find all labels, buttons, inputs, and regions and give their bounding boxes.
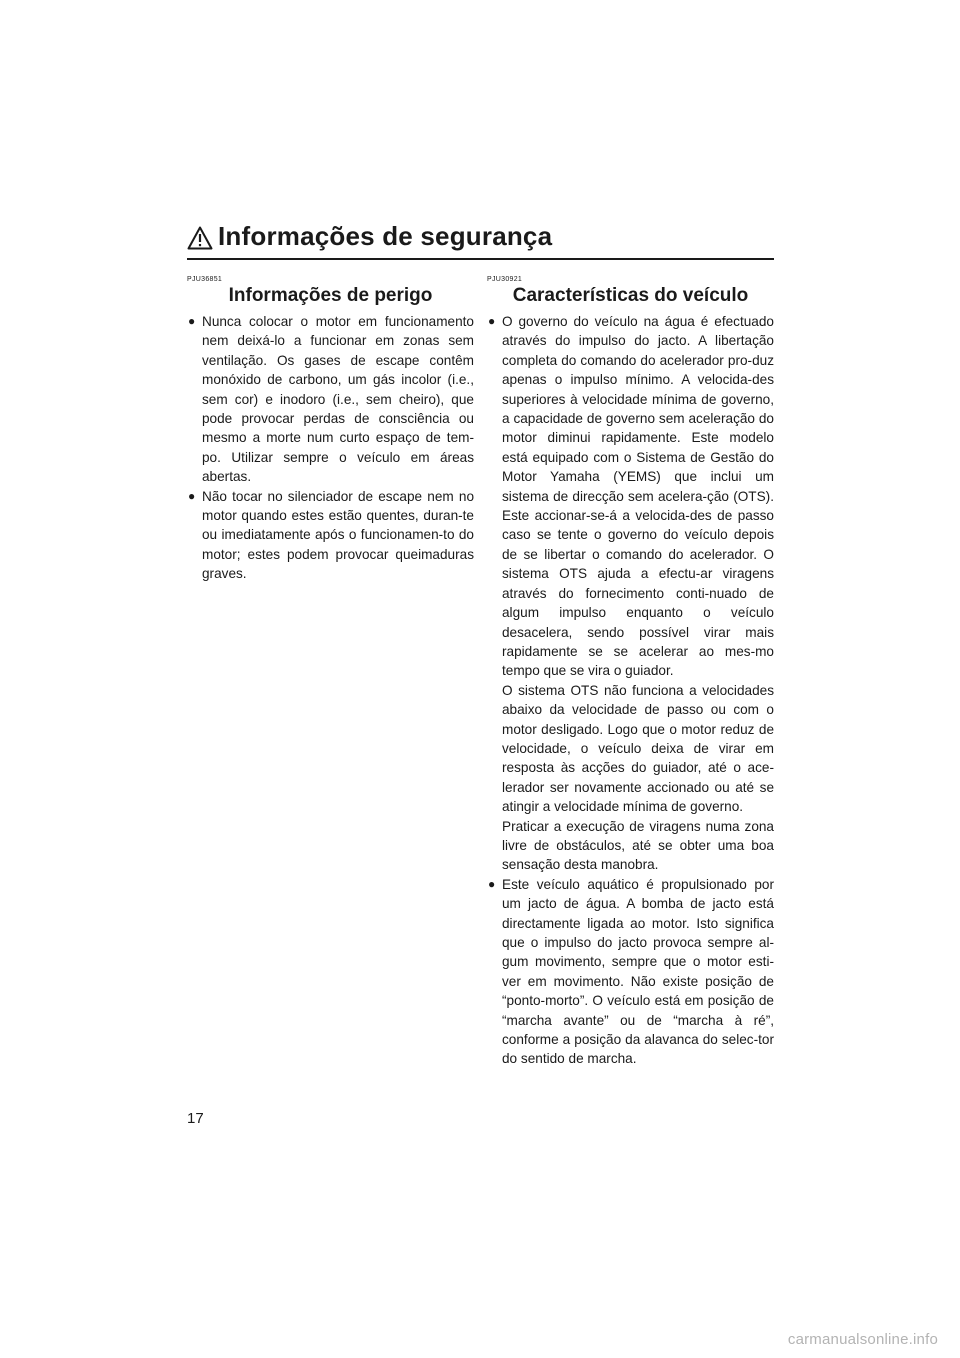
bullet-text: Este veículo aquático é propulsionado por um jacto de água. A bomba de jacto está directamente ligada ao motor. Isto significa que o impulso do jacto provoca sempre al-gum movimento, sempre que o motor esti-ver em movimento. Não existe posição de “ponto-morto”. O veículo está em posição de “marcha avante” ou de “marcha à ré”, conforme a posição da alavanca do selec-tor do sentido de marcha. [502, 876, 774, 1067]
bullet-text: O governo do veículo na água é efectuado através do impulso do jacto. A libertação completa do comando do acelerador pro-duz apenas o impulso mínimo. A velocida-des superiores à velocidade mínima de governo, a capacidade de governo sem aceleração do motor diminui rapidamente. Este modelo está equipado com o Sistema de Gestão do Motor Yamaha (YEMS) que inclui um sistema de direcção sem acelera-ção (OTS). Este accionar-se-á a velocida-des de passo caso se tente o governo do veículo depois de se libertar o comando do acelerador. O sistema OTS ajuda a efectu-ar viragens através do fornecimento conti-nuado de algum impulso enquanto o veículo desacelera, sendo possível virar mais rapidamente se se acelerar ao mes-mo tempo que se vira o guiador. [502, 314, 774, 679]
bullet-item [187, 487, 474, 584]
section-code: PJU36851 [187, 276, 223, 283]
warning-triangle-icon [187, 226, 213, 250]
right-column [487, 276, 774, 1069]
bullet-dot-icon: ● [488, 876, 496, 891]
section-heading: Informações de perigo [228, 285, 433, 306]
bullet-text: Praticar a execução de viragens numa zona livre de obstáculos, até se obter uma boa sensação desta manobra. [502, 818, 774, 873]
page-title: Informações de segurança [218, 221, 553, 251]
page-header [187, 221, 774, 260]
section-heading: Características do veículo [512, 285, 749, 306]
bullet-text: Nunca colocar o motor em funcionamento nem deixá-lo a funcionar em zonas sem ventilação. Os gases de escape contêm monóxido de carbono, um gás incolor (i.e., sem cor) e inodoro (i.e., sem cheiro), que pode provocar perdas de consciência ou mesmo a morte num curto espaço de tem-po. Utilizar sempre o veículo em áreas abertas. [202, 314, 474, 485]
left-column [187, 276, 474, 584]
section-code: PJU30921 [487, 276, 523, 283]
bullet-text: Não tocar no silenciador de escape nem no motor quando estes estão quentes, duran-te ou imediatamente após o funcionamen-to do motor; estes podem provocar queimaduras graves. [202, 488, 474, 582]
bullet-dot-icon: ● [188, 488, 196, 503]
bullet-item [187, 312, 474, 487]
bullet-item [487, 312, 774, 875]
bullet-item [487, 875, 774, 1069]
bullet-dot-icon: ● [488, 314, 496, 328]
bullet-text: O sistema OTS não funciona a velocidades abaixo da velocidade de passo ou com o motor desligado. Logo que o motor reduz de velocidade, o veículo deixa de virar em resposta às acções do guiador, até o ace-lerador ser novamente accionado ou até se atingir a velocidade mínima de governo. [502, 682, 774, 815]
bullet-dot-icon: ● [188, 314, 196, 328]
watermark: carmanualsonline.info [787, 1331, 938, 1348]
bullet-list [187, 312, 474, 584]
bullet-list [487, 312, 774, 1069]
page-number: 17 [187, 1110, 204, 1127]
